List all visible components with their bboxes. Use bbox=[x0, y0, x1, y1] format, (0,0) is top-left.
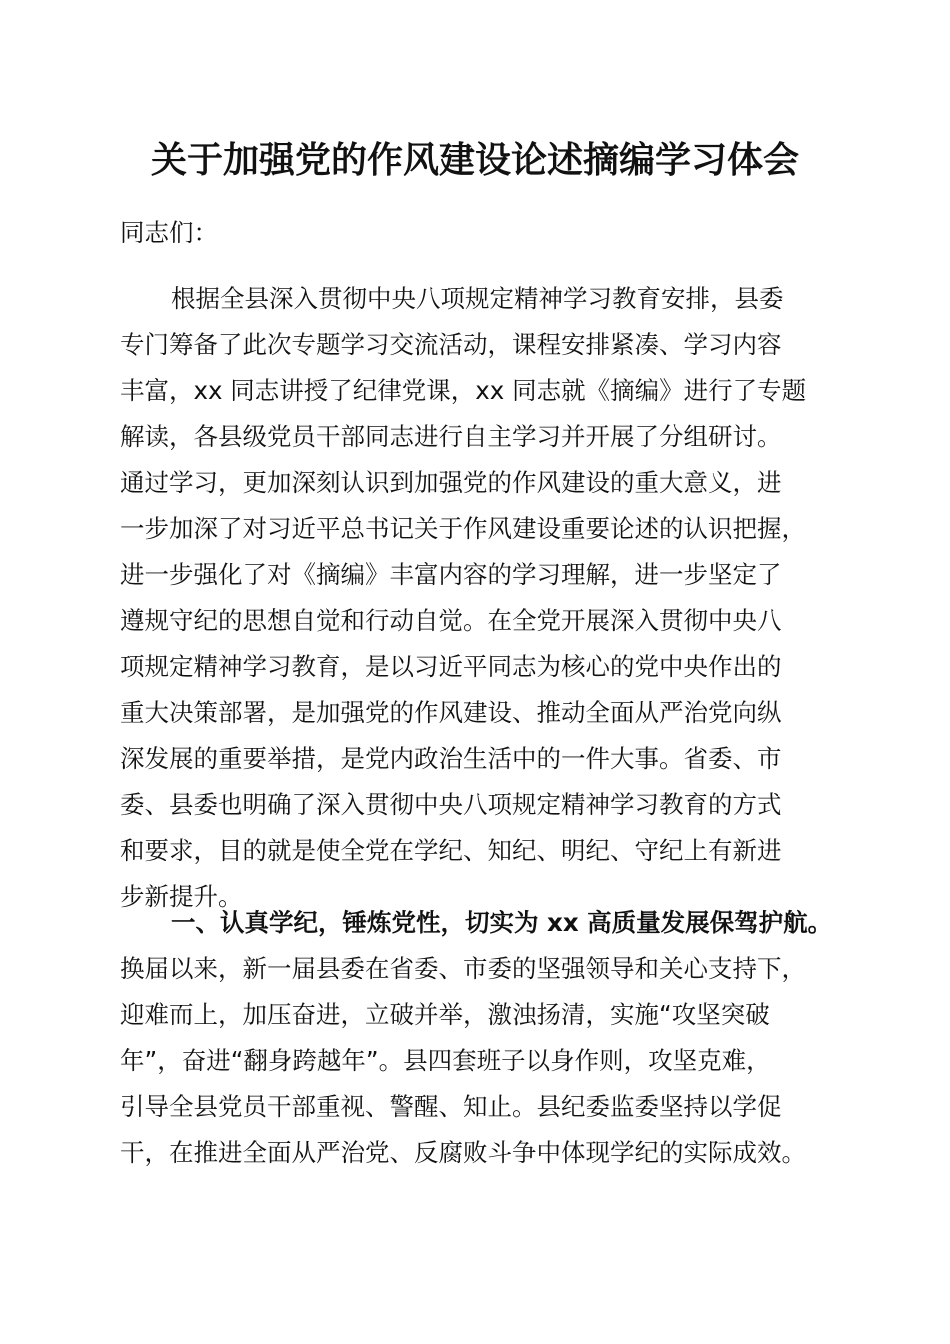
paragraph-line: 丰富，xx 同志讲授了纪律党课，xx 同志就《摘编》进行了专题 bbox=[120, 376, 807, 405]
paragraph-line: 通过学习，更加深刻认识到加强党的作风建设的重大意义，进 bbox=[120, 468, 782, 497]
paragraph-line: 进一步强化了对《摘编》丰富内容的学习理解，进一步坚定了 bbox=[120, 560, 782, 589]
paragraph-line: 项规定精神学习教育，是以习近平同志为核心的党中央作出的 bbox=[120, 652, 782, 681]
paragraph-line: 专门筹备了此次专题学习交流活动，课程安排紧凑、学习内容 bbox=[120, 330, 782, 359]
paragraph-line: 一步加深了对习近平总书记关于作风建设重要论述的认识把握， bbox=[120, 514, 806, 543]
paragraph-line: 年”，奋进“翻身跨越年”。县四套班子以身作则，攻坚克难， bbox=[120, 1046, 771, 1075]
paragraph-line: 换届以来，新一届县委在省委、市委的坚强领导和关心支持下， bbox=[120, 954, 806, 983]
paragraph-line: 和要求，目的就是使全党在学纪、知纪、明纪、守纪上有新进 bbox=[120, 836, 782, 865]
paragraph-line: 引导全县党员干部重视、警醒、知止。县纪委监委坚持以学促 bbox=[120, 1092, 782, 1121]
paragraph-line: 重大决策部署，是加强党的作风建设、推动全面从严治党向纵 bbox=[120, 698, 782, 727]
salutation: 同志们： bbox=[120, 218, 218, 247]
paragraph-line: 步新提升。 bbox=[120, 882, 243, 911]
document-title: 关于加强党的作风建设论述摘编学习体会 bbox=[150, 139, 799, 181]
paragraph-line: 迎难而上，加压奋进，立破并举，激浊扬清，实施“攻坚突破 bbox=[120, 1000, 770, 1029]
section-heading: 一、认真学纪，锤炼党性，切实为 xx 高质量发展保驾护航。 bbox=[171, 908, 833, 937]
paragraph-2 bbox=[120, 900, 840, 1176]
paragraph-line: 遵规守纪的思想自觉和行动自觉。在全党开展深入贯彻中央八 bbox=[120, 606, 782, 635]
paragraph-line: 干，在推进全面从严治党、反腐败斗争中体现学纪的实际成效。 bbox=[120, 1138, 806, 1167]
paragraph-1 bbox=[120, 276, 840, 920]
paragraph-line: 根据全县深入贯彻中央八项规定精神学习教育安排，县委 bbox=[171, 284, 784, 313]
paragraph-line: 解读，各县级党员干部同志进行自主学习并开展了分组研讨。 bbox=[120, 422, 782, 451]
paragraph-line: 深发展的重要举措，是党内政治生活中的一件大事。省委、市 bbox=[120, 744, 782, 773]
paragraph-line: 委、县委也明确了深入贯彻中央八项规定精神学习教育的方式 bbox=[120, 790, 782, 819]
